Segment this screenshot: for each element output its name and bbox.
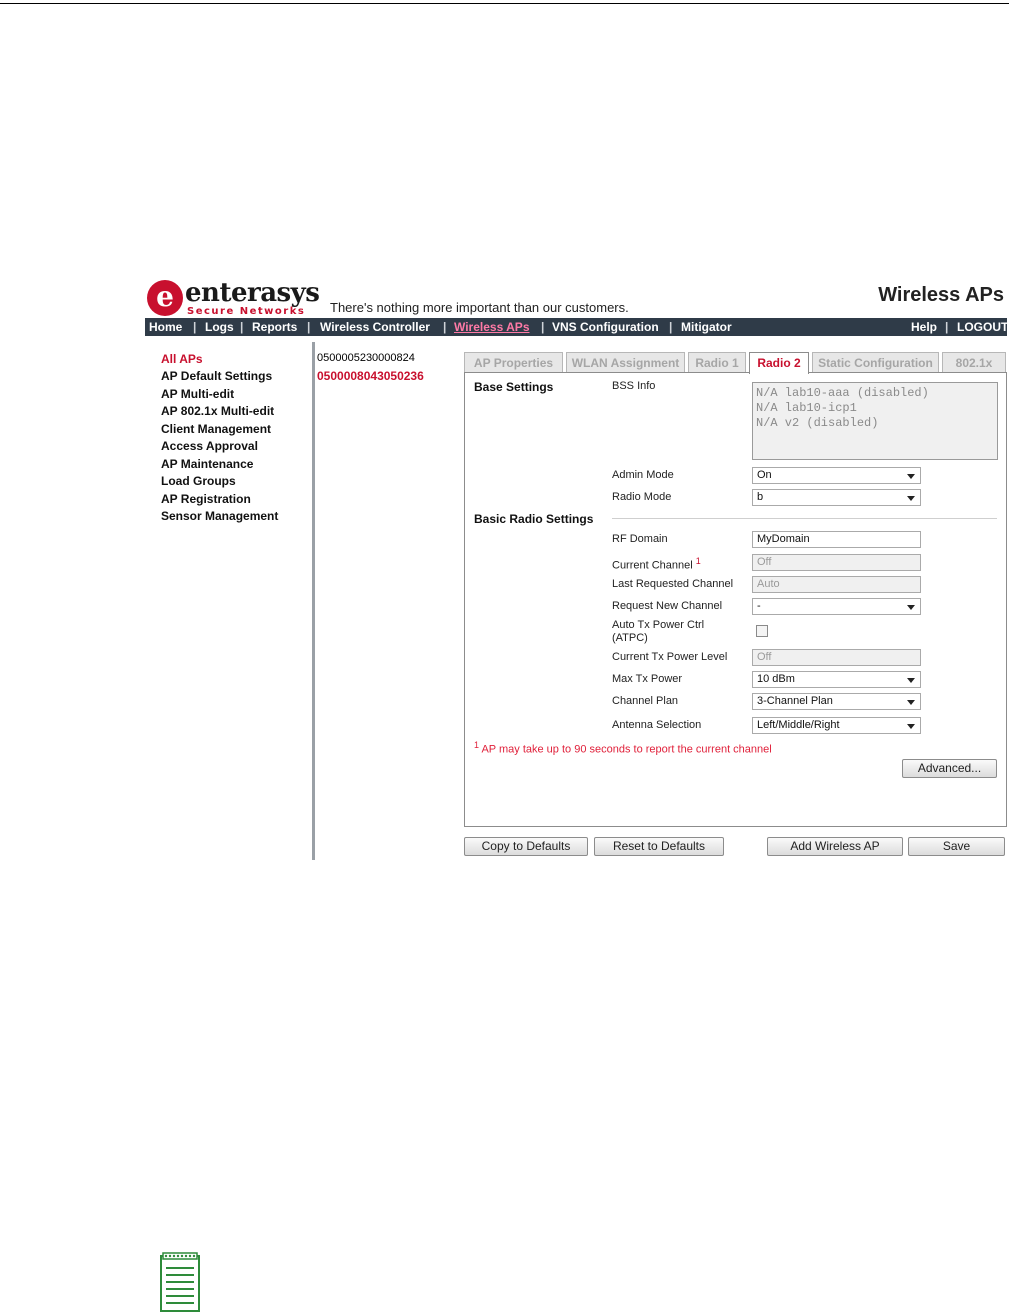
sidebar-item-access-approval[interactable]: Access Approval	[161, 439, 258, 453]
request-new-channel-label: Request New Channel	[612, 600, 723, 612]
nav-mitigator[interactable]: Mitigator	[681, 320, 732, 334]
save-button[interactable]: Save	[908, 837, 1005, 856]
current-channel-field: Off	[752, 554, 921, 571]
max-tx-power-select[interactable]	[752, 671, 921, 688]
bss-info-line: N/A lab10-aaa (disabled)	[756, 386, 929, 400]
reset-to-defaults-button[interactable]: Reset to Defaults	[594, 837, 724, 856]
column-divider	[312, 342, 315, 860]
nav-vns-configuration[interactable]: VNS Configuration	[552, 320, 659, 334]
last-requested-channel-field: Auto	[752, 576, 921, 593]
chevron-down-icon	[907, 700, 915, 705]
nav-separator: |	[669, 320, 673, 334]
nav-separator: |	[443, 320, 447, 334]
sidebar-item-all-aps[interactable]: All APs	[161, 352, 203, 366]
rf-domain-input[interactable]: MyDomain	[752, 531, 921, 548]
radio-mode-value: b	[757, 491, 764, 503]
radio-2-panel	[464, 372, 1007, 827]
sidebar-item-ap-registration[interactable]: AP Registration	[161, 492, 251, 506]
add-wireless-ap-button[interactable]: Add Wireless AP	[767, 837, 903, 856]
footnote-marker: 1	[695, 556, 701, 566]
logo-wordmark: enterasys	[185, 278, 320, 308]
chevron-down-icon	[907, 605, 915, 610]
chevron-down-icon	[907, 724, 915, 729]
bss-info-label: BSS Info	[612, 380, 656, 392]
current-tx-power-field: Off	[752, 649, 921, 666]
advanced-button[interactable]: Advanced...	[902, 759, 997, 778]
sidebar-item-ap-8021x-multi-edit[interactable]: AP 802.1x Multi-edit	[161, 404, 275, 418]
tab-wlan-assignment[interactable]: WLAN Assignment	[566, 352, 685, 372]
tab-radio-1[interactable]: Radio 1	[688, 352, 746, 372]
footnote-text: AP may take up to 90 seconds to report the current channel	[481, 743, 772, 756]
channel-plan-select[interactable]	[752, 693, 921, 710]
atpc-label	[612, 619, 704, 645]
atpc-checkbox[interactable]	[756, 625, 768, 637]
sidebar-item-ap-maintenance[interactable]: AP Maintenance	[161, 457, 254, 471]
nav-home[interactable]: Home	[149, 320, 183, 334]
atpc-label-line: Auto Tx Power Ctrl	[612, 619, 705, 631]
atpc-label-line: (ATPC)	[612, 632, 648, 644]
channel-plan-label: Channel Plan	[612, 695, 679, 707]
nav-separator: |	[193, 320, 197, 334]
footnote-marker: 1	[474, 740, 480, 750]
page-top-rule	[0, 3, 1009, 4]
sidebar-item-sensor-management[interactable]: Sensor Management	[161, 509, 279, 523]
bss-info-line: N/A lab10-icp1	[756, 401, 857, 415]
top-nav	[145, 318, 1007, 336]
tab-radio-2[interactable]: Radio 2	[749, 352, 809, 374]
sidebar-item-ap-multi-edit[interactable]: AP Multi-edit	[161, 387, 235, 401]
antenna-selection-value: Left/Middle/Right	[757, 719, 840, 731]
last-requested-channel-label: Last Requested Channel	[612, 578, 734, 590]
bss-info-line: N/A v2 (disabled)	[756, 416, 879, 430]
ap-list-item[interactable]: 0500005230000824	[317, 352, 415, 364]
max-tx-power-value: 10 dBm	[757, 673, 795, 685]
screenshot-frame	[145, 276, 1007, 860]
nav-wireless-controller[interactable]: Wireless Controller	[320, 320, 430, 334]
admin-mode-select[interactable]	[752, 467, 921, 484]
nav-logs[interactable]: Logs	[205, 320, 234, 334]
notepad-icon	[160, 1252, 200, 1312]
channel-footnote	[474, 740, 772, 756]
antenna-selection-select[interactable]	[752, 717, 921, 734]
current-tx-power-label: Current Tx Power Level	[612, 651, 728, 663]
ap-list-item-selected[interactable]: 0500008043050236	[317, 369, 424, 383]
copy-to-defaults-button[interactable]: Copy to Defaults	[464, 837, 588, 856]
tab-ap-properties[interactable]: AP Properties	[464, 352, 563, 372]
channel-plan-value: 3-Channel Plan	[757, 695, 833, 707]
tab-8021x[interactable]: 802.1x	[942, 352, 1006, 372]
basic-radio-settings-heading: Basic Radio Settings	[474, 512, 594, 526]
chevron-down-icon	[907, 678, 915, 683]
nav-help[interactable]: Help	[911, 320, 938, 334]
current-channel-label	[612, 556, 701, 572]
chevron-down-icon	[907, 496, 915, 501]
section-divider	[612, 518, 997, 519]
logo-badge-icon	[147, 280, 183, 316]
antenna-selection-label: Antenna Selection	[612, 719, 702, 731]
tagline: There's nothing more important than our customers.	[330, 300, 629, 315]
max-tx-power-label: Max Tx Power	[612, 673, 683, 685]
nav-separator: |	[541, 320, 545, 334]
radio-mode-label: Radio Mode	[612, 491, 672, 503]
base-settings-heading: Base Settings	[474, 380, 554, 394]
logo-letter: e	[156, 280, 174, 313]
request-new-channel-select[interactable]	[752, 598, 921, 615]
nav-separator: |	[945, 320, 949, 334]
admin-mode-label: Admin Mode	[612, 469, 674, 481]
sidebar-item-client-management[interactable]: Client Management	[161, 422, 272, 436]
page-title: Wireless APs	[878, 284, 1004, 306]
request-new-channel-value: -	[757, 600, 761, 612]
nav-wireless-aps[interactable]: Wireless APs	[454, 320, 530, 334]
admin-mode-value: On	[757, 469, 772, 481]
sidebar-item-load-groups[interactable]: Load Groups	[161, 474, 236, 488]
nav-logout[interactable]: LOGOUT	[957, 320, 1009, 334]
rf-domain-label: RF Domain	[612, 533, 668, 545]
radio-mode-select[interactable]	[752, 489, 921, 506]
nav-reports[interactable]: Reports	[252, 320, 298, 334]
nav-separator: |	[240, 320, 244, 334]
bss-info-box	[752, 382, 998, 460]
logo-subtitle: Secure Networks	[187, 306, 306, 317]
chevron-down-icon	[907, 474, 915, 479]
sidebar-item-ap-default-settings[interactable]: AP Default Settings	[161, 369, 273, 383]
current-channel-label-text: Current Channel	[612, 559, 693, 572]
tab-static-configuration[interactable]: Static Configuration	[812, 352, 939, 372]
nav-separator: |	[307, 320, 311, 334]
enterasys-logo	[147, 278, 327, 318]
